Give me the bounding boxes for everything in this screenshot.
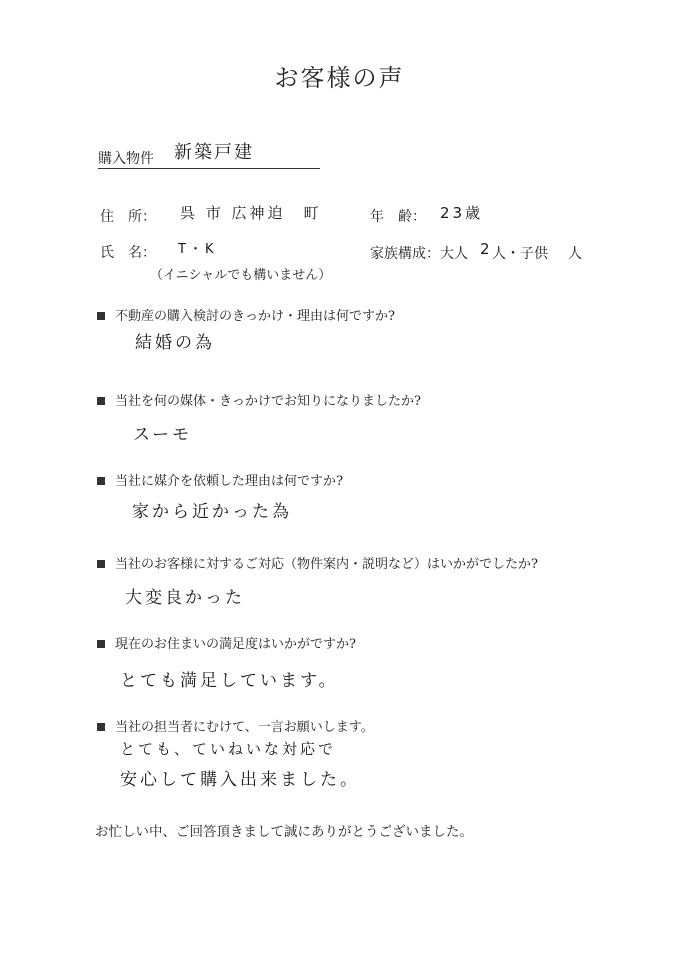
page-title: お客様の声 [274,64,405,92]
square-bullet-icon [97,397,105,405]
question-text: 不動産の購入検討のきっかけ・理由は何ですか? [115,309,395,324]
square-bullet-icon [97,560,105,568]
answer-5: とても満足しています。 [120,671,339,691]
question-text: 当社を何の媒体・きっかけでお知りになりましたか? [115,394,421,409]
age-label: 年 齢： [370,209,426,225]
family-middle-label: 人・子供 [492,246,548,262]
question-text: 当社に媒介を依頼した理由は何ですか? [115,474,343,489]
name-value: T・K [178,242,217,257]
question-6 [97,716,374,735]
answer-1: 結婚の為 [135,333,215,353]
question-1 [97,305,395,324]
name-note: （イニシャルでも構いません） [150,268,332,283]
square-bullet-icon [97,640,105,648]
property-value: 新築戸建 [174,142,254,163]
answer-4: 大変良かった [125,588,245,608]
address-value: 呉 市 広神迫 町 [180,204,322,222]
age-value: 23歳 [440,204,484,222]
question-3 [97,470,343,489]
question-2 [97,390,421,409]
family-adults-value: 2 [480,240,493,258]
property-row [98,138,320,168]
address-label: 住 所： [100,209,156,225]
name-label: 氏 名： [100,245,156,261]
family-end-label: 人 [568,246,582,262]
answer-6-line-1: とても、ていねいな対応で [120,740,337,758]
square-bullet-icon [97,477,105,485]
property-label: 購入物件 [98,151,154,167]
question-text: 当社のお客様に対するご対応（物件案内・説明など）はいかがでしたか? [115,557,538,572]
closing-message: お忙しい中、ご回答頂きまして誠にありがとうございました。 [95,824,473,840]
question-4 [97,553,538,572]
answer-6-line-2: 安心して購入出来ました。 [120,770,360,790]
answer-3: 家から近かった為 [132,502,292,522]
question-5 [97,633,356,652]
square-bullet-icon [97,312,105,320]
question-text: 現在のお住まいの満足度はいかがですか? [115,637,356,652]
family-label: 家族構成：大人 [370,246,468,262]
square-bullet-icon [97,723,105,731]
question-text: 当社の担当者にむけて、一言お願いします。 [115,720,374,735]
property-underline [98,168,320,169]
answer-2: スーモ [133,425,193,445]
